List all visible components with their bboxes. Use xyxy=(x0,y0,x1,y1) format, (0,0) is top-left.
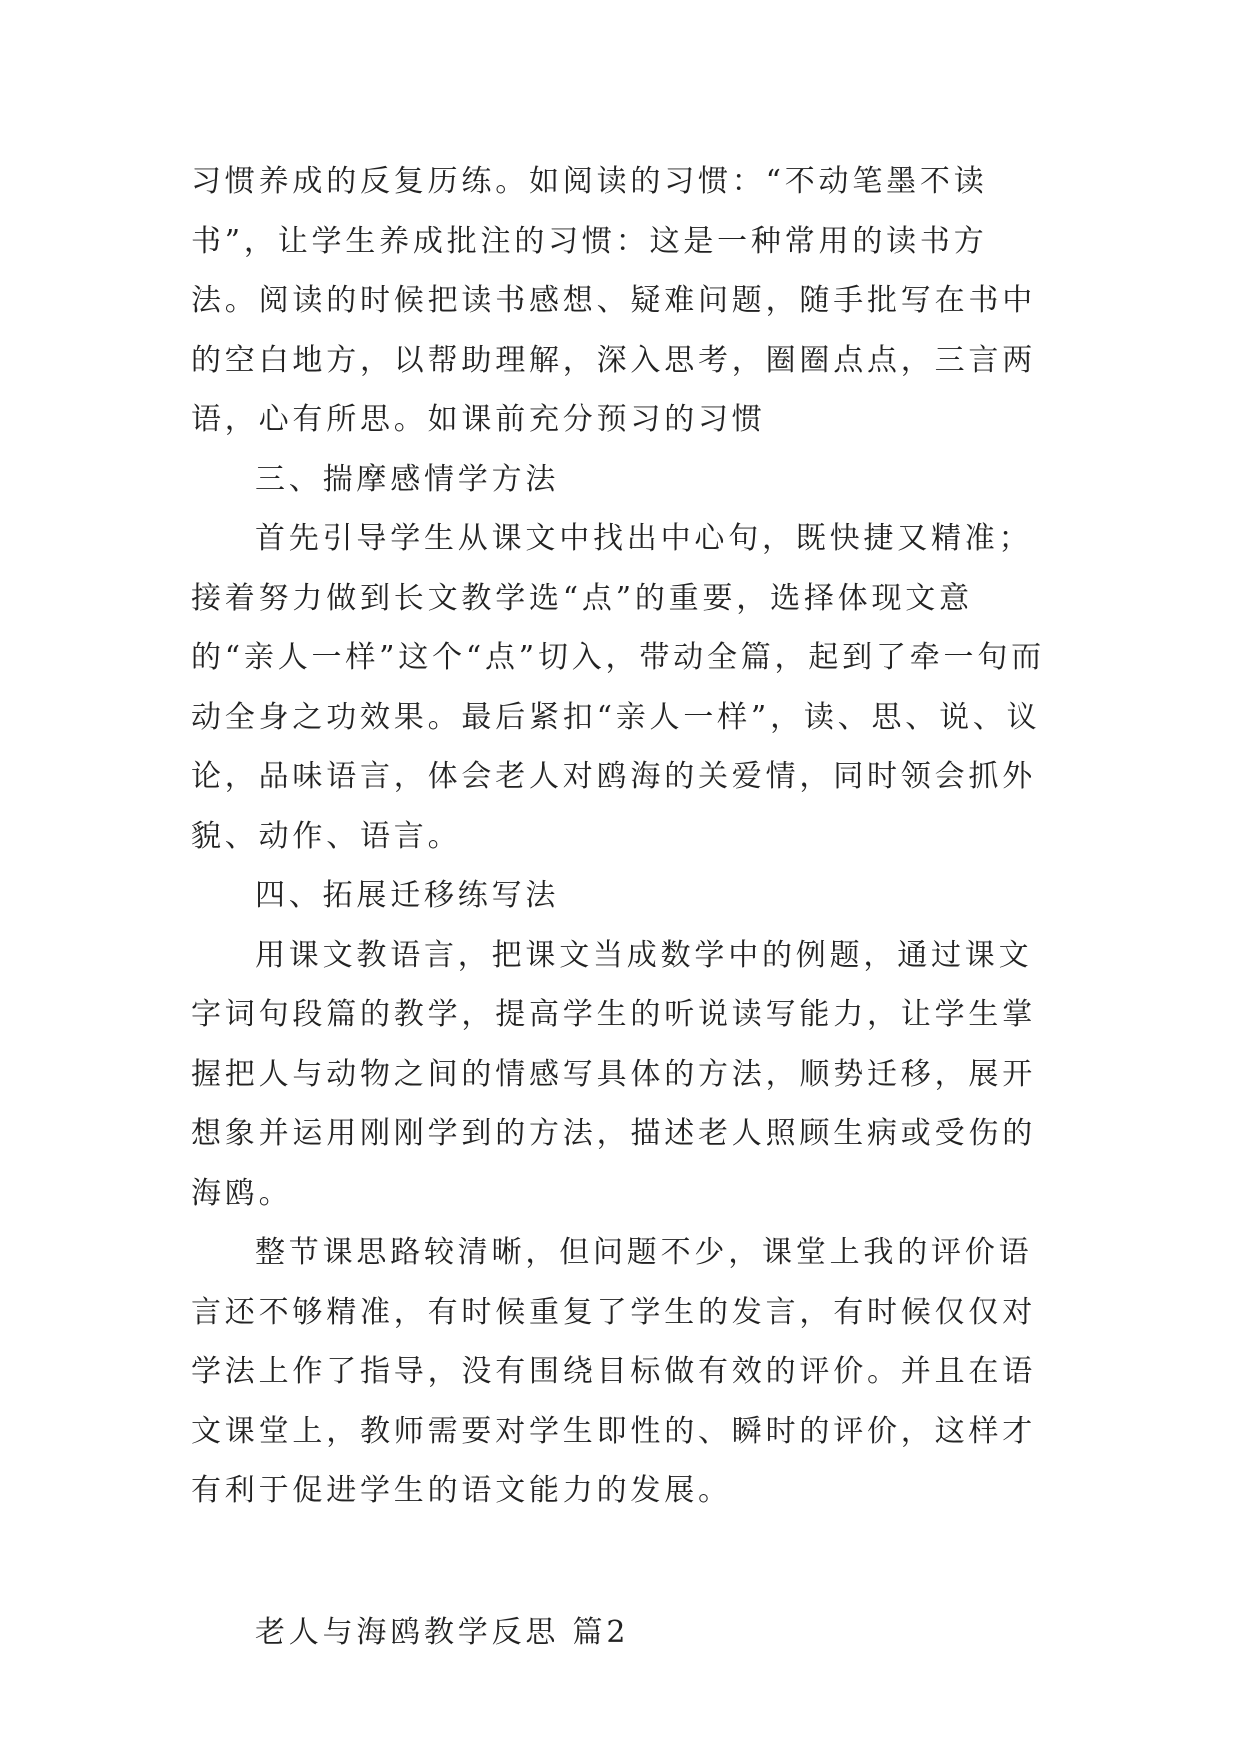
section-heading-4: 四、拓展迁移练写法 xyxy=(255,878,560,913)
paragraph-reflection: 整节课思路较清晰，但问题不少，课堂上我的评价语言还不够精准，有时候重复了学生的发言，有时候仅仅对学法上作了指导，没有围绕目标做有效的评价。并且在语文课堂上，教师需要对学生即性的、瞬时的评价，这样才有利于促进学生的语文能力的发展。 xyxy=(191,1235,1036,1508)
section-gap xyxy=(191,1521,1053,1603)
paragraph-writing: 用课文教语言，把课文当成数学中的例题，通过课文字词句段篇的教学，提高学生的听说读写能力，让学生掌握把人与动物之间的情感写具体的方法，顺势迁移，展开想象并运用刚刚学到的方法，描述老人照顾生病或受伤的海鸥。 xyxy=(191,937,1036,1211)
document-body xyxy=(191,152,1053,1662)
paragraph-habits: 习惯养成的反复历练。如阅读的习惯：“不动笔墨不读书”，让学生养成批注的习惯：这是一种常用的读书方法。阅读的时候把读书感想、疑难问题，随手批写在书中的空白地方，以帮助理解，深入思考，圈圈点点，三言两语，心有所思。如课前充分预习的习惯 xyxy=(191,164,1036,437)
section-heading-3: 三、揣摩感情学方法 xyxy=(255,461,560,497)
next-article-title: 老人与海鸥教学反思 篇2 xyxy=(255,1614,630,1650)
paragraph-method: 首先引导学生从课文中找出中心句，既快捷又精准；接着努力做到长文教学选“点”的重要，选择体现文意的“亲人一样”这个“点”切入，带动全篇，起到了牵一句而动全身之功效果。最后紧扣“亲人一样”，读、思、说、议论，品味语言，体会老人对鸥海的关爱情，同时领会抓外貌、动作、语言。 xyxy=(191,521,1045,854)
